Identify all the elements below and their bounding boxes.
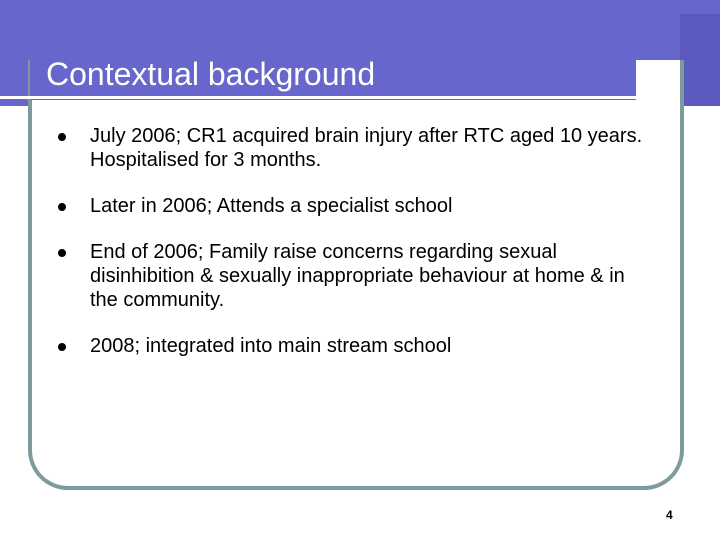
page-number: 4 [666, 508, 673, 522]
bullet-item [58, 194, 658, 218]
bullet-item [58, 124, 658, 172]
bullet-item [58, 334, 658, 358]
bullet-dot-icon [58, 203, 66, 211]
bullet-dot-icon [58, 133, 66, 141]
bullet-list [58, 124, 658, 358]
bullet-text: July 2006; CR1 acquired brain injury after RTC aged 10 years. Hospitalised for 3 months. [90, 125, 643, 171]
title-underline [0, 96, 636, 99]
bullet-text: Later in 2006; Attends a specialist school [90, 195, 453, 217]
bullet-item [58, 240, 658, 312]
header-shadow [680, 14, 720, 106]
bullet-dot-icon [58, 249, 66, 257]
bullet-text: 2008; integrated into main stream school [90, 335, 452, 357]
bullet-text: End of 2006; Family raise concerns regarding sexual disinhibition & sexually inappropriate behaviour at home & in the community. [90, 241, 625, 311]
bullet-dot-icon [58, 343, 66, 351]
slide-title: Contextual background [46, 56, 376, 92]
